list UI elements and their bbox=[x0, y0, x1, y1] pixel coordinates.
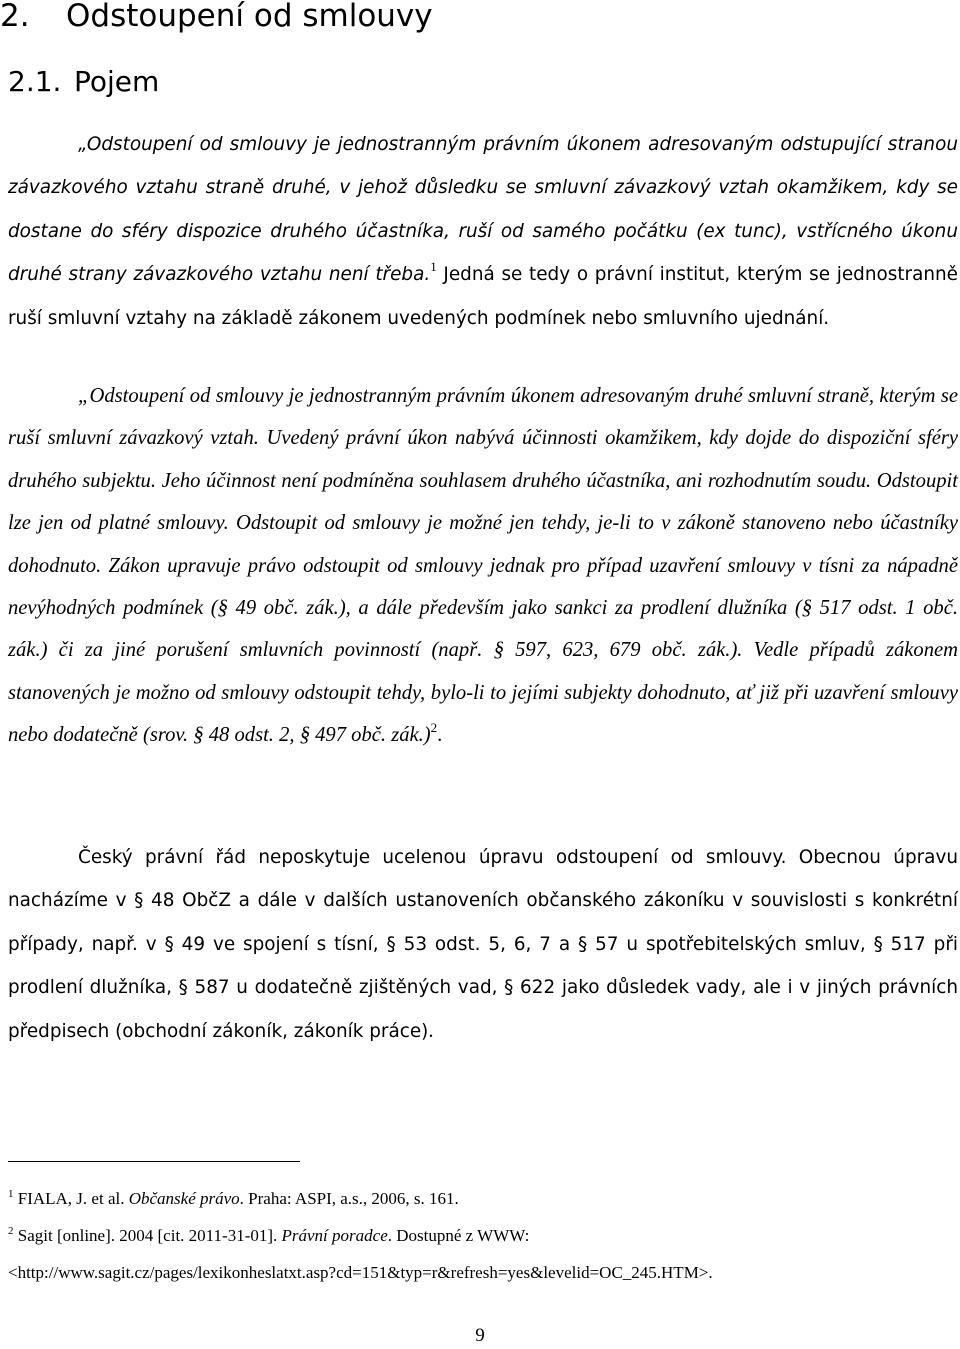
footnote-1-before: FIALA, J. et al. bbox=[13, 1189, 129, 1208]
paragraph-definition bbox=[8, 123, 958, 340]
definition-quote: „Odstoupení od smlouvy je jednostranným právním úkonem adresovaným odstupující stranou závazkového vztahu straně druhé, v jehož důsledku se smluvní závazkový vztah okamžikem, kdy se dostane do sféry dispozice druhého účastníka, ruší od samého počátku (ex tunc), vstřícného úkonu druhé strany závazkového vztahu není třeba. bbox=[8, 134, 958, 286]
section-heading bbox=[8, 62, 159, 102]
regulation-text: Český právní řád neposkytuje ucelenou úpravu odstoupení od smlouvy. Obecnou úpravu nacházíme v § 48 ObčZ a dále v dalších ustanoveních občanského zákoníku v souvislosti s konkrétní případy, např. v § 49 ve spojení s tísní, § 53 odst. 5, 6, 7 a § 57 u spotřebitelských smluv, § 517 při prodlení dlužníka, § 587 u dodatečně zjištěných vad, § 622 jako důsledek vady, ale i v jiných právních předpisech (obchodní zákoník, zákoník práce) bbox=[8, 847, 958, 1042]
chapter-heading bbox=[0, 0, 433, 38]
chapter-title: Odstoupení od smlouvy bbox=[66, 0, 433, 34]
chapter-number: 2. bbox=[0, 0, 30, 34]
regulation-end: . bbox=[428, 1019, 434, 1042]
footnote-1-after: . Praha: ASPI, a.s., 2006, s. 161. bbox=[239, 1189, 459, 1208]
quote-end: . bbox=[437, 724, 443, 747]
footnote-2 bbox=[8, 1225, 958, 1247]
footnote-2-after: . Dostupné z WWW: bbox=[387, 1226, 530, 1245]
quote-body: Uvedený právní úkon nabývá účinnosti okamžikem, kdy dojde do dispoziční sféry druhého subjektu. Jeho účinnost není podmíněna souhlasem druhého účastníka, ani rozhodnutím soudu. Odstoupit lze jen od platné smlouvy. Odstoupit od smlouvy je možné jen tehdy, je-li to v zákoně stanoveno nebo účastníky dohodnuto. Zákon upravuje právo odstoupit od smlouvy jednak pro případ uzavření smlouvy v tísni za nápadně nevýhodných podmínek (§ 49 obč. zák.), a dále především jako sankci za prodlení dlužníka (§ 517 odst. 1 obč. zák.) či za jiné porušení smluvních povinností (např. § 597, 623, 679 obč. zák.). Vedle případů zákonem stanovených je možno od smlouvy odstoupit tehdy, bylo-li to jejími subjekty dohodnuto, ať již při uzavření smlouvy nebo dodatečně (srov. § 48 odst. 2, § 497 obč. zák.) bbox=[8, 427, 959, 747]
paragraph-regulation bbox=[8, 836, 958, 1053]
footnote-1-title: Občanské právo bbox=[128, 1189, 240, 1208]
definition-text: Jedná se tedy o právní institut, kterým se jednostranně ruší smluvní vztahy na základě zákonem uvedených podmínek nebo smluvního ujednání. bbox=[8, 264, 958, 329]
section-title: Pojem bbox=[74, 65, 160, 98]
footnote-divider bbox=[8, 1161, 300, 1162]
footnote-2-before: Sagit [online]. 2004 [cit. 2011-31-01]. bbox=[13, 1226, 282, 1245]
footnote-2-number: 2 bbox=[8, 1225, 14, 1237]
footnote-1-number: 1 bbox=[8, 1188, 14, 1200]
footnote-ref-1[interactable]: 1 bbox=[430, 259, 437, 275]
footnote-1 bbox=[8, 1188, 958, 1210]
footnote-2-url[interactable]: <http://www.sagit.cz/pages/lexikonheslatxt.asp?cd=151&typ=r&refresh=yes&levelid=OC_245.HTM>. bbox=[8, 1263, 713, 1282]
quote-lead: „Odstoupení od smlouvy je jednostranným právním úkonem adresovaným druhé smluvní straně, kterým se ruší smluvní závazkový vztah. bbox=[8, 385, 958, 450]
section-number: 2.1. bbox=[8, 65, 62, 98]
page-number: 9 bbox=[475, 1325, 485, 1346]
footnote-ref-2[interactable]: 2 bbox=[430, 720, 438, 736]
paragraph-quote bbox=[8, 375, 958, 757]
footnote-2-title: Právní poradce bbox=[281, 1226, 388, 1245]
